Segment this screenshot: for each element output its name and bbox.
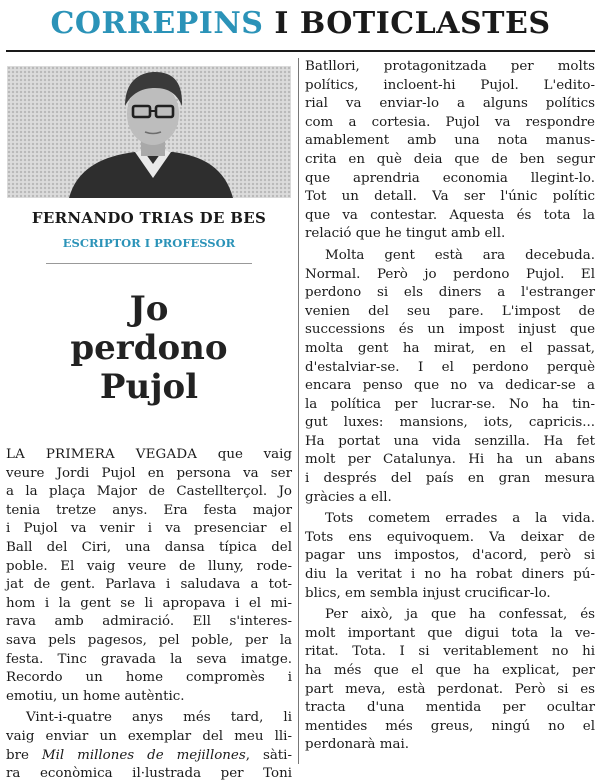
body-line: venien del seu pare. L'impost de (305, 303, 595, 319)
body-line: Vint-i-quatre anys més tard, li (26, 710, 292, 726)
body-line: ra econòmica il·lustrada per Toni (6, 766, 292, 782)
body-line: veure Jordi Pujol en persona va ser (6, 465, 292, 481)
body-line: diu la veritat i no ha robat diners pú- (305, 567, 595, 583)
header-rule (6, 50, 595, 52)
body-line: gràcies a ell. (305, 489, 392, 505)
headline-line: Jo (129, 289, 169, 329)
body-line: Batllori, protagonitzada per molts (305, 59, 595, 74)
body-line: vaig enviar un exemplar del meu lli- (6, 728, 292, 744)
body-line: Molta gent està ara decebuda. (325, 247, 595, 263)
author-role: ESCRIPTOR I PROFESSOR (62, 236, 236, 250)
body-line: jat de gent. Parlava i saludava a tot- (6, 577, 292, 593)
body-line: a la plaça Major de Castellterçol. Jo (6, 484, 292, 500)
body-line: Recordo un home compromès i (6, 670, 292, 686)
section-title (50, 2, 550, 46)
left-column (6, 58, 292, 784)
body-line: amablement amb una nota manus- (305, 133, 595, 149)
body-line: festa. Tinc gravada la seva imatge. (6, 651, 292, 667)
body-line: tracta d'una mentida per ocultar (305, 700, 595, 716)
body-line: mentides més greus, ningú no el (305, 718, 595, 734)
body-line: gut luxes: mansions, iots, capricis... (305, 415, 595, 431)
body-line: perdono si els diners a l'estranger (305, 285, 595, 301)
body-line: hom i la gent se li apropava i el mi- (6, 595, 292, 611)
headline-line: perdono (70, 328, 228, 368)
column-divider (298, 58, 299, 764)
body-line: rial va enviar-lo a alguns polítics (305, 96, 595, 112)
body-line: tenia tretze anys. Era festa major (6, 502, 292, 518)
body-line: i després del país en gran mesura (305, 471, 595, 487)
section-header (0, 0, 601, 52)
body-line: Ball del Ciri, una dansa típica del (6, 539, 292, 555)
body-line: que aprendria economia llegint-lo. (305, 170, 595, 186)
body-line: Tots ens equivoquem. Va deixar de (305, 529, 595, 545)
section-title-part-b: I BOTICLASTES (274, 6, 551, 41)
article-body-left (6, 446, 292, 784)
body-line: emotiu, un home autèntic. (6, 688, 185, 704)
author-separator (46, 263, 252, 264)
body-line: blics, em sembla injust crucificar-lo. (305, 585, 551, 601)
body-line: polítics, incloent-hi Pujol. L'edito- (305, 77, 595, 93)
body-line: i Pujol va venir i va presenciar el (6, 521, 292, 537)
article-body-right (305, 58, 595, 755)
body-line: Ha portat una vida senzilla. Ha fet (305, 433, 595, 449)
body-line: molta gent ha mirat, en el passat, (305, 340, 595, 356)
body-line: molt important que digui tota la ve- (305, 625, 595, 641)
body-line: rava amb admiració. Ell s'interes- (6, 614, 292, 630)
body-line: successions és un impost injust que (305, 322, 595, 338)
body-line: part meva, està perdonat. Però si es (305, 681, 595, 697)
body-line: molt per Catalunya. Hi ha un abans (305, 452, 595, 468)
headline-line: Pujol (99, 367, 199, 407)
body-line: ritat. Tota. I si veritablement no hi (305, 644, 595, 660)
lead-in-text: LA PRIMERA VEGADA (6, 447, 198, 462)
body-line: que va contestar. Aquesta és tota la (305, 207, 595, 223)
body-line: Per això, ja que ha confessat, és (325, 607, 595, 623)
author-portrait-illustration (7, 66, 291, 198)
section-title-part-a: CORREPINS (50, 6, 264, 41)
body-line: relació que he tingut amb ell. (305, 226, 506, 242)
body-line: la política per lucrar-se. No ha tin- (305, 396, 595, 412)
body-line: d'estalviar-se. I el perdono perquè (305, 359, 595, 375)
body-line: bre Mil millones de mejillones, sàti- (6, 747, 292, 763)
body-line: pagar uns impostos, d'acord, però si (305, 548, 595, 564)
body-line: ha més que el que ha explicat, per (305, 663, 595, 678)
body-line: sava pels pagesos, pel poble, per la (6, 632, 292, 648)
book-title: Mil millones de mejillones (41, 747, 246, 763)
body-line: perdonarà mai. (305, 737, 409, 753)
body-line: Tots cometem errades a la vida. (325, 511, 595, 527)
author-photo (7, 66, 291, 198)
author-name: FERNANDO TRIAS DE BES (31, 209, 267, 227)
body-line: com a cortesia. Pujol va respondre (305, 114, 595, 130)
body-line: Tot un detall. Va ser l'únic polític (305, 189, 595, 205)
body-line: poble. El vaig veure de lluny, rode- (6, 558, 292, 574)
body-line: Normal. Però jo perdono Pujol. El (305, 266, 595, 282)
body-line: encara penso que no va dedicar-se a (305, 378, 595, 394)
body-line: crita en què deia que de ben segur (305, 151, 595, 167)
article-headline (6, 290, 292, 407)
body-line: LA PRIMERA VEGADA que vaig (6, 447, 292, 462)
